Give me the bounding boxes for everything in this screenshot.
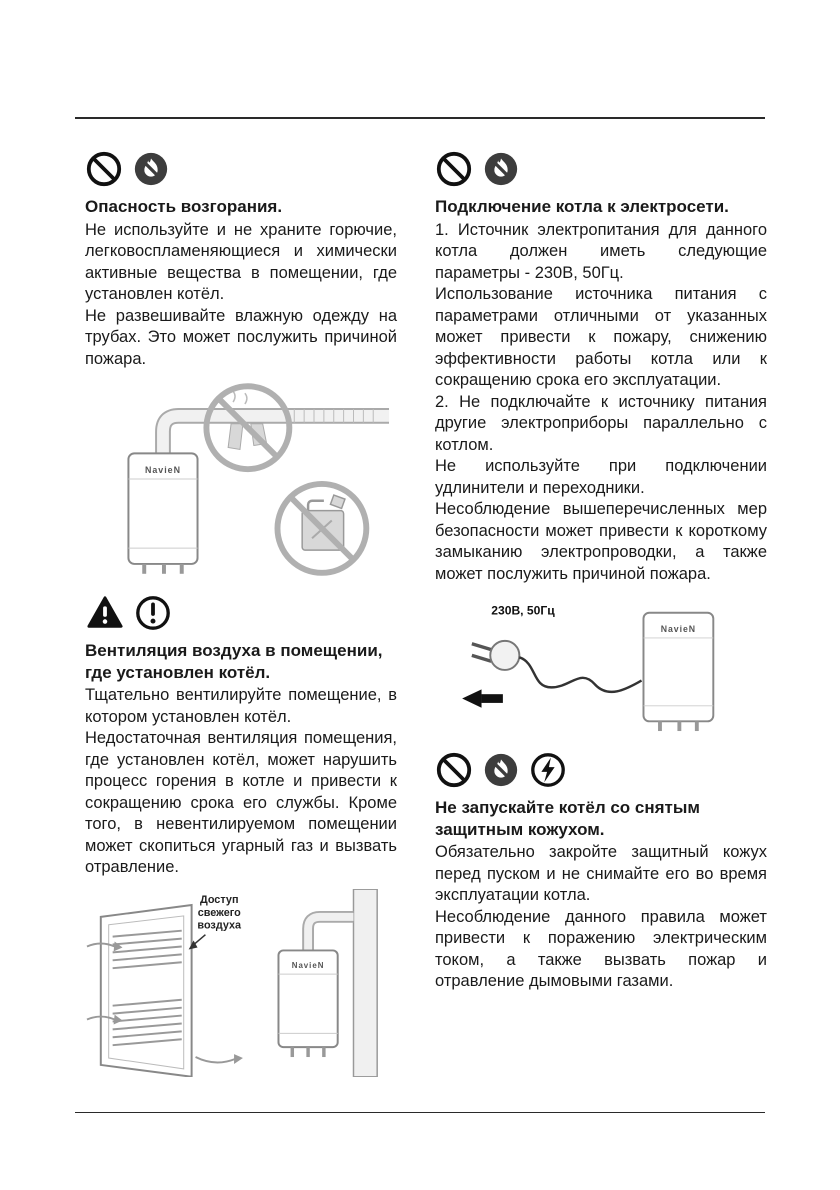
boiler-drawing bbox=[128, 453, 197, 573]
warning-triangle-icon bbox=[85, 594, 125, 632]
section-power-connection bbox=[435, 146, 767, 747]
top-rule bbox=[75, 117, 765, 119]
paragraph: 1. Источник электропитания для данного котла должен иметь следующие параметры - 230В, 50Гц. bbox=[435, 220, 767, 282]
power-plug-drawing bbox=[472, 641, 520, 670]
paragraph: Недостаточная вентиляция помещения, где установлен котёл, может нарушить процесс горения в котле и привести к сокращению срока его службы. Кроме того, в невентилируемом помещении может скопиться угарный газ и вызвать отравление. bbox=[85, 729, 397, 876]
prohibition-icon bbox=[435, 751, 473, 789]
louvered-door-drawing bbox=[101, 905, 192, 1077]
cover-warning-icons bbox=[435, 751, 767, 789]
svg-text:Доступ: Доступ bbox=[199, 893, 239, 906]
no-open-flame-icon bbox=[482, 751, 520, 789]
ventilation-icons bbox=[85, 594, 397, 632]
paragraph: Не используйте при подключении удлинители и переходники. bbox=[435, 457, 767, 497]
page-content bbox=[85, 146, 767, 1083]
no-fuel-canister-drawing bbox=[277, 484, 366, 573]
paragraph: Несоблюдение данного правила может привести к поражению электрическим током, а также вызвать пожар и отравление дымовыми газами. bbox=[435, 907, 767, 990]
no-open-flame-icon bbox=[482, 150, 520, 188]
svg-text:воздуха: воздуха bbox=[197, 919, 242, 932]
paragraph: Не используйте и не храните горючие, легковоспламеняющиеся и химически активные вещества в помещении, где установлен котёл. bbox=[85, 220, 397, 303]
left-column bbox=[85, 146, 397, 1083]
right-column bbox=[435, 146, 767, 1083]
power-connection-icons bbox=[435, 150, 767, 188]
boiler-brand: NavieN bbox=[144, 465, 181, 476]
paragraph: Тщательно вентилируйте помещение, в котором установлен котёл. bbox=[85, 686, 397, 726]
paragraph: Не развешивайте влажную одежду на трубах. Это может послужить причиной пожара. bbox=[85, 306, 397, 368]
section-title: Не запускайте котёл со снятым защитным кожухом. bbox=[435, 798, 700, 839]
boiler-brand: NavieN bbox=[291, 960, 325, 970]
electric-shock-icon bbox=[529, 751, 567, 789]
ventilation-illustration bbox=[85, 889, 397, 1077]
paragraph: 2. Не подключайте к источнику питания другие электроприборы параллельно с котлом. bbox=[435, 392, 767, 454]
paragraph: Несоблюдение вышеперечисленных мер безопасности может привести к короткому замыканию электропроводки, а также может послужить причиной пожара. bbox=[435, 500, 767, 583]
paragraph: Обязательно закройте защитный кожух перед пуском и не снимайте его во время эксплуатации котла. bbox=[435, 843, 767, 904]
bottom-rule bbox=[75, 1112, 765, 1113]
boiler-brand: NavieN bbox=[660, 624, 697, 635]
section-title: Подключение котла к электросети. bbox=[435, 197, 729, 216]
prohibition-icon bbox=[85, 150, 123, 188]
fresh-air-label bbox=[189, 894, 242, 949]
section-title: Вентиляция воздуха в помещении, где установлен котёл. bbox=[85, 641, 383, 682]
boiler-drawing bbox=[643, 613, 713, 731]
section-ventilation bbox=[85, 590, 397, 1083]
no-open-flame-icon bbox=[132, 150, 170, 188]
power-cord-drawing bbox=[519, 657, 641, 692]
voltage-label: 230В, 50Гц bbox=[491, 603, 555, 618]
plug-direction-arrow bbox=[462, 689, 503, 707]
section-fire-danger bbox=[85, 146, 397, 590]
power-illustration bbox=[435, 595, 767, 741]
prohibition-icon bbox=[435, 150, 473, 188]
no-clothes-drawing bbox=[206, 386, 289, 469]
svg-text:свежего: свежего bbox=[197, 906, 241, 919]
fire-danger-illustration bbox=[85, 380, 397, 584]
section-title: Опасность возгорания. bbox=[85, 197, 283, 216]
attention-icon bbox=[134, 594, 172, 632]
boiler-drawing bbox=[278, 950, 337, 1057]
paragraph: Использование источника питания с параметрами отличными от указанных может привести к пожару, снижению эффективности работы котла или к сокращению срока его эксплуатации. bbox=[435, 285, 767, 389]
fire-danger-icons bbox=[85, 150, 397, 188]
section-cover-warning bbox=[435, 747, 767, 993]
